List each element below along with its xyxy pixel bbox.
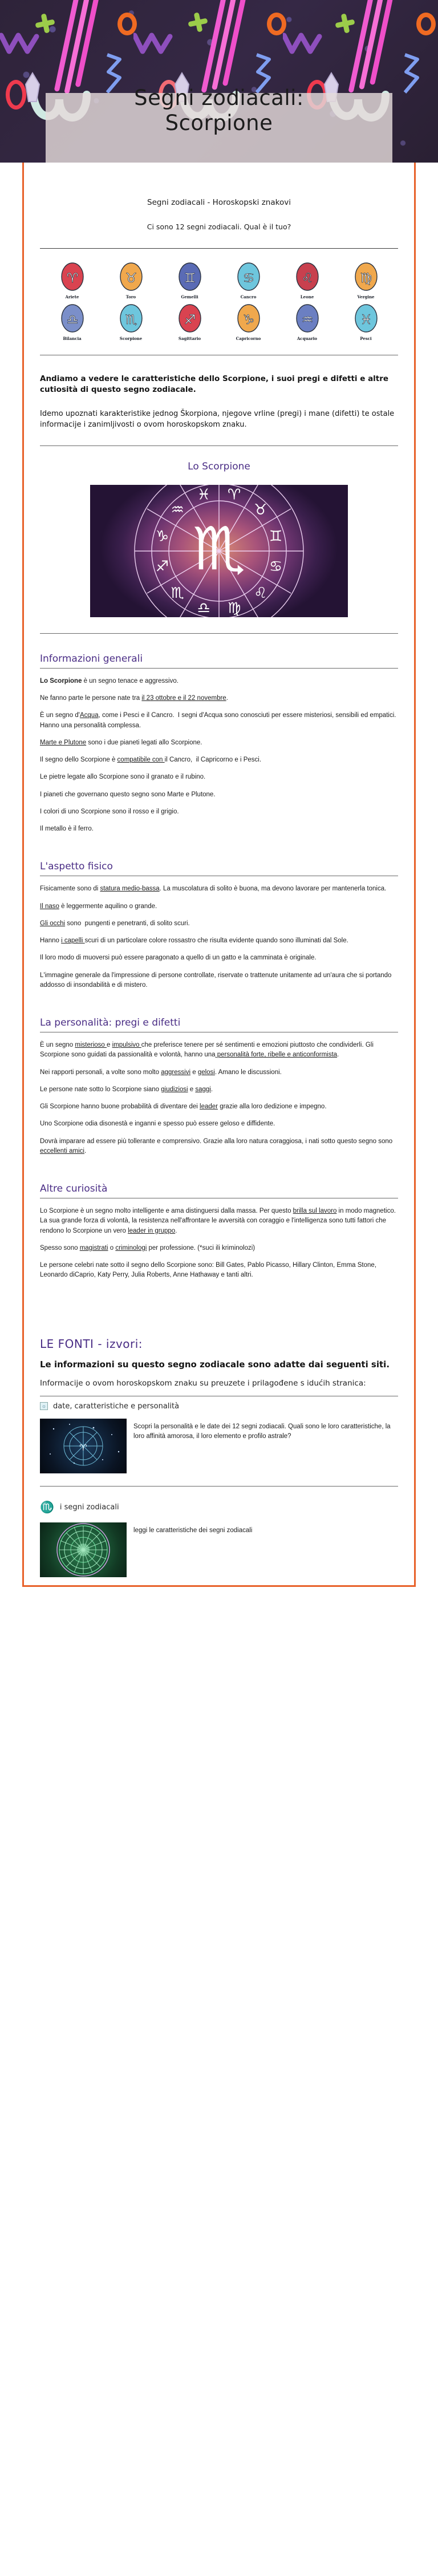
section-paragraph: È un segno d'Acqua, come i Pesci e il Cancro. I segni d'Acqua sono conosciuti per essere misteriosi, sensibili ed empatici. Hanno una personalità complessa. <box>40 712 396 729</box>
wheel-heading: Lo Scorpione <box>188 460 250 472</box>
section-paragraph: I pianeti che governano questo segno sono Marte e Plutone. <box>40 791 216 798</box>
bilancia-icon <box>59 303 86 335</box>
svg-text:♐: ♐ <box>184 313 196 327</box>
zodiac-sign-toro[interactable] <box>102 261 160 299</box>
source-link-1-title: date, caratteristiche e personalità <box>53 1402 180 1411</box>
hero-banner <box>0 0 438 163</box>
doodle-cross <box>35 14 55 33</box>
zodiac-sign-capricorno[interactable] <box>220 303 277 341</box>
document-sheet <box>22 163 416 1587</box>
section-paragraph: Spesso sono magistrati o criminologi per professione. (*suci ili kriminolozi) <box>40 1244 256 1251</box>
section-paragraph: L'immagine generale da l'impressione di persone controllate, riservate o trattenute unitamente ad un'aura che si portando addosso di insondabilità e di mistero. <box>40 971 392 989</box>
zodiac-sign-pesci[interactable] <box>337 303 395 341</box>
doodle-ring <box>416 13 436 35</box>
zodiac-sign-grid <box>40 249 398 347</box>
source-link-2[interactable] <box>40 1487 398 1518</box>
svg-text:♎: ♎ <box>66 313 78 327</box>
content-sections <box>40 634 398 1281</box>
doodle-zigzag <box>133 32 175 58</box>
zodiac-sign-cancro[interactable] <box>220 261 277 299</box>
cancro-icon <box>235 261 262 293</box>
svg-text:♍: ♍ <box>360 271 372 286</box>
intro-croatian: Idemo upoznati karakteristike jednog Škorpiona, njegove vrline (pregi) i mane (difetti) te ostale informacije i zanimljivosti o ovom horoskopskom znaku. <box>40 410 395 429</box>
zodiac-sign-label: Cancro <box>240 294 257 299</box>
section-paragraph: Marte e Plutone sono i due pianeti legati allo Scorpione. <box>40 739 202 746</box>
svg-text:♉: ♉ <box>125 271 137 286</box>
acquario-icon <box>294 303 321 335</box>
section-paragraph: Il metallo è il ferro. <box>40 825 94 833</box>
zodiac-wheel-figure <box>40 476 398 621</box>
zodiac-sign-label: Vergine <box>357 294 375 299</box>
zodiac-sign-bilancia[interactable] <box>43 303 101 341</box>
zodiac-sign-label: Gemelli <box>181 294 198 299</box>
sources-heading: LE FONTI - izvori: <box>40 1336 143 1351</box>
section-paragraph: Il segno dello Scorpione è compatibile con il Cancro, il Capricorno e i Pesci. <box>40 756 262 764</box>
section-paragraph: Lo Scorpione è un segno molto intelligente e ama distinguersi dalla massa. Per questo brilla sul lavoro in modo magnetico. La sua grande forza di volontà, la resistenza nell'affrontare le avversità con coraggio e l'intelligenza sono tutti fattori che rendono lo Scorpione un vero leader in gruppo. <box>40 1208 396 1234</box>
zodiac-sign-label: Leone <box>300 294 314 299</box>
capricorno-icon <box>235 303 262 335</box>
svg-text:♏: ♏ <box>171 584 184 602</box>
intro-italian: Andiamo a vedere le caratteristiche dello Scorpione, i suoi pregi e difetti e altre cutiosità di questo segno zodiacale. <box>40 374 389 395</box>
svg-text:♉: ♉ <box>254 501 267 519</box>
svg-text:♓: ♓ <box>360 313 372 327</box>
svg-text:♑: ♑ <box>155 528 169 545</box>
zodiac-sign-ariete[interactable] <box>43 261 101 299</box>
doodle-zigzag <box>283 32 324 58</box>
svg-text:♊: ♊ <box>184 271 196 286</box>
section-paragraph: Le persone nate sotto lo Scorpione siano giudiziosi e saggi. <box>40 1086 213 1093</box>
svg-text:♍: ♍ <box>228 600 241 617</box>
section-paragraph: Gli occhi sono pungenti e penetranti, di solito scuri. <box>40 920 190 927</box>
vergine-icon <box>352 261 380 293</box>
svg-text:♒: ♒ <box>171 501 184 519</box>
zodiac-sign-label: Sagittario <box>178 336 201 341</box>
source-card-2-description: leggi le caratteristiche dei segni zodiacali <box>133 1526 253 1534</box>
svg-text:♊: ♊ <box>269 528 283 545</box>
zodiac-sign-label: Acquario <box>297 336 318 341</box>
section-4 <box>40 1164 398 1281</box>
zodiac-sign-label: Capricorno <box>236 336 261 341</box>
page-title <box>46 86 392 135</box>
sources-italian: Le informazioni su questo segno zodiacale sono adatte dai seguenti siti. <box>40 1359 390 1370</box>
section-heading: Altre curiosità <box>40 1183 108 1195</box>
section-paragraph: Hanno i capelli scuri di un particolare colore rossastro che risulta evidente quando sono illuminati dal Sole. <box>40 937 348 945</box>
svg-text:♈: ♈ <box>66 271 78 286</box>
gemelli-icon <box>176 261 204 293</box>
svg-text:♋: ♋ <box>242 271 254 286</box>
document-subtitle: Ci sono 12 segni zodiacali. Qual è il tuo? <box>147 222 291 231</box>
leone-icon <box>294 261 321 293</box>
scorpio-glyph-icon: ♏ <box>40 1501 54 1514</box>
pesci-icon <box>352 303 380 335</box>
svg-text:♌: ♌ <box>301 271 313 286</box>
section-heading: L'aspetto fisico <box>40 861 113 873</box>
section-paragraph: Nei rapporti personali, a volte sono molto aggressivi e gelosi. Amano le discussioni. <box>40 1068 282 1076</box>
section-2 <box>40 841 398 990</box>
doodle-cross <box>335 14 355 33</box>
zodiac-sign-label: Ariete <box>65 294 79 299</box>
zodiac-sign-leone[interactable] <box>278 261 336 299</box>
source-card-1-description: Scopri la personalità e le date dei 12 segni zodiacali. Quali sono le loro caratteristiche, la loro affinità amorosa, il loro elemento e profilo astrale? <box>133 1423 391 1440</box>
section-heading: Informazioni generali <box>40 653 143 665</box>
doodle-crystal <box>24 72 41 107</box>
section-paragraph: Ne fanno parte le persone nate tra il 23 ottobre e il 22 novembre. <box>40 695 228 702</box>
doodle-cross <box>188 13 208 32</box>
zodiac-sign-label: Bilancia <box>63 336 82 341</box>
section-paragraph: Gli Scorpione hanno buone probabilità di diventare dei leader grazie alla loro dedizione e impegno. <box>40 1103 327 1111</box>
svg-text:♈: ♈ <box>79 1442 87 1453</box>
doodle-ring <box>6 80 26 110</box>
source-card-1[interactable] <box>40 1414 398 1476</box>
section-1 <box>40 634 398 835</box>
toro-icon <box>117 261 145 293</box>
zodiac-sign-sagittario[interactable] <box>161 303 218 341</box>
zodiac-wheel-svg <box>133 485 305 617</box>
scorpione-icon <box>117 303 145 335</box>
source-link-2-title: i segni zodiacali <box>59 1502 119 1512</box>
hero-title-line-2: Scorpione <box>165 110 273 135</box>
doodle-zigzag <box>0 32 41 58</box>
svg-text:♐: ♐ <box>155 558 169 576</box>
section-paragraph: Il loro modo di muoversi può essere paragonato a quello di un gatto e la camminata è originale. <box>40 954 317 962</box>
section-paragraph: Dovrà imparare ad essere più tollerante e comprensivo. Grazie alla loro natura coraggiosa, i nati sotto questo segno sono eccellenti amici. <box>40 1137 393 1155</box>
zodiac-sign-gemelli[interactable] <box>161 261 218 299</box>
svg-text:♓: ♓ <box>197 486 210 504</box>
zodiac-sign-acquario[interactable] <box>278 303 336 341</box>
section-heading: La personalità: pregi e difetti <box>40 1017 181 1029</box>
svg-text:♒: ♒ <box>301 313 313 327</box>
source-link-1[interactable] <box>40 1396 398 1414</box>
zodiac-sign-vergine[interactable] <box>337 261 395 299</box>
svg-text:♈: ♈ <box>228 486 241 504</box>
svg-text:♌: ♌ <box>254 584 267 602</box>
hero-title-line-1: Segni zodiacali: <box>134 86 304 110</box>
zodiac-sign-label: Toro <box>125 294 136 299</box>
globe-icon: ☼ <box>40 1402 48 1410</box>
scorpio-center-symbol: ♏ <box>192 513 246 584</box>
zodiac-sign-scorpione[interactable] <box>102 303 160 341</box>
zodiac-wheel-image <box>90 485 348 617</box>
svg-text:♑: ♑ <box>242 313 254 327</box>
mandala-zodiac-thumbnail <box>40 1522 127 1577</box>
sources-croatian: Informacije o ovom horoskopskom znaku su preuzete i prilagođene s idućih stranica: <box>40 1378 366 1388</box>
section-paragraph: Lo Scorpione è un segno tenace e aggressivo. <box>40 677 179 684</box>
section-paragraph: È un segno misterioso e impulsivo che preferisce tenere per sé sentimenti e emozioni piuttosto che condividerli. Gli Scorpione sono guidati da passionalità e volontà, hanno una personalità forte, ribelle e anticonformista. <box>40 1042 374 1059</box>
section-paragraph: Le pietre legate allo Scorpione sono il granato e il rubino. <box>40 773 206 781</box>
zodiac-sign-label: Scorpione <box>119 336 143 341</box>
sources-block <box>40 1288 398 1579</box>
divider <box>40 668 398 669</box>
section-paragraph: Fisicamente sono di statura medio-bassa. La muscolatura di solito è buona, ma devono lavorare per mantenerla tonica. <box>40 885 387 893</box>
section-paragraph: I colori di uno Scorpione sono il rosso e il grigio. <box>40 808 179 815</box>
section-paragraph: Le persone celebri nate sotto il segno dello Scorpione sono: Bill Gates, Pablo Picasso, Hillary Clinton, Emma Stone, Leonardo diCaprio, Katy Perry, Julia Roberts, Anne Hathaway e tanti altri. <box>40 1262 377 1279</box>
svg-text:♎: ♎ <box>197 600 210 617</box>
svg-text:♏: ♏ <box>125 313 137 327</box>
ariete-icon <box>59 261 86 293</box>
sagittario-icon <box>176 303 204 335</box>
source-card-2[interactable] <box>40 1518 398 1579</box>
document-title: Segni zodiacali - Horoskopski znakovi <box>147 198 291 207</box>
section-3 <box>40 998 398 1156</box>
starry-zodiac-thumbnail <box>40 1419 127 1473</box>
section-paragraph: Uno Scorpione odia disonestà e inganni e spesso può essere geloso e diffidente. <box>40 1120 275 1128</box>
zodiac-sign-label: Pesci <box>360 336 372 341</box>
svg-text:♋: ♋ <box>269 558 283 576</box>
section-paragraph: Il naso è leggermente aquilino o grande. <box>40 902 157 910</box>
